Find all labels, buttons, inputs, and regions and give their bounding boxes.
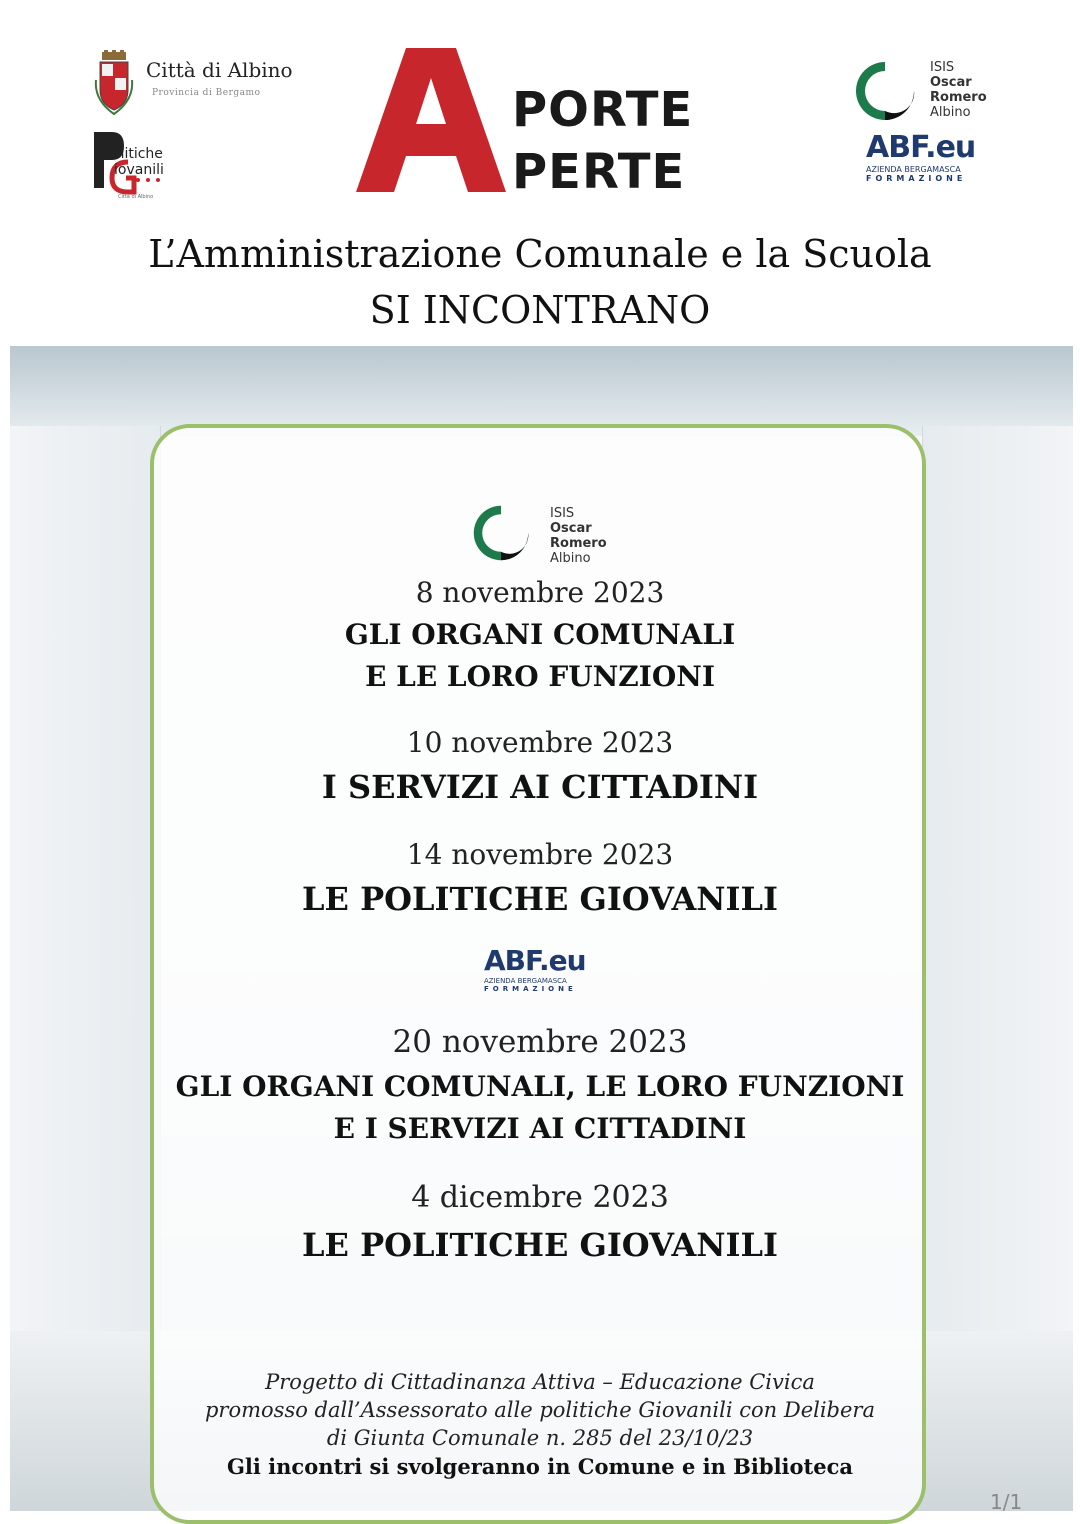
school-line-isis: ISIS [930, 60, 955, 75]
school-swirl-logo-mid-icon [470, 502, 532, 564]
school-mid-line-romero: Romero [550, 536, 607, 551]
city-crest-icon [92, 50, 136, 116]
session-4-topic-line1: GLI ORGANI COMUNALI, LE LORO FUNZIONI [175, 1070, 905, 1103]
headline-line1: L’Amministrazione Comunale e la Scuola [148, 232, 932, 276]
school-mid-line-isis: ISIS [550, 506, 575, 521]
session-3-topic: LE POLITICHE GIOVANILI [302, 880, 778, 918]
school-line-albino: Albino [930, 105, 971, 120]
school-line-romero: Romero [930, 90, 987, 105]
page-indicator: 1/1 [990, 1490, 1023, 1514]
giovanili-label: iovanili [114, 162, 164, 178]
ceiling-shade [10, 346, 1073, 436]
session-1-topic-line1: GLI ORGANI COMUNALI [344, 618, 736, 651]
headline-line2: SI INCONTRANO [369, 288, 711, 332]
session-5-date: 4 dicembre 2023 [411, 1180, 669, 1215]
abf-line1-top: AZIENDA BERGAMASCA [866, 165, 961, 174]
politiche-subtitle: Città di Albino [118, 194, 154, 200]
politiche-label: olitiche [112, 146, 163, 162]
school-mid-line-albino: Albino [550, 551, 591, 566]
school-line-oscar: Oscar [930, 75, 972, 90]
session-5-topic: LE POLITICHE GIOVANILI [302, 1226, 778, 1264]
session-2-topic: I SERVIZI AI CITTADINI [321, 768, 759, 806]
footer-line2: promosso dall’Assessorato alle politiche Giovanili con Delibera [204, 1398, 875, 1422]
session-4-date: 20 novembre 2023 [392, 1024, 688, 1060]
footer-line3: di Giunta Comunale n. 285 del 23/10/23 [326, 1426, 754, 1450]
event-title-porte: PORTE [512, 82, 694, 138]
abf-brand-top: ABF.eu [866, 130, 976, 165]
session-4-topic-line2: E I SERVIZI AI CITTADINI [333, 1112, 747, 1145]
city-subtitle: Provincia di Bergamo [152, 88, 261, 98]
session-3-date: 14 novembre 2023 [406, 838, 674, 871]
abf-line2-mid: FORMAZIONE [484, 985, 577, 993]
event-title-perte: PERTE [512, 144, 686, 200]
footer-line1: Progetto di Cittadinanza Attiva – Educazione Civica [265, 1370, 815, 1394]
city-name: Città di Albino [146, 58, 293, 82]
abf-line2-top: FORMAZIONE [866, 174, 967, 183]
school-mid-line-oscar: Oscar [550, 521, 592, 536]
abf-logo-mid [484, 944, 586, 993]
school-name-top [930, 60, 987, 120]
school-name-mid [550, 506, 607, 566]
session-1-date: 8 novembre 2023 [415, 576, 665, 609]
school-swirl-logo-icon [852, 58, 918, 124]
session-1-topic-line2: E LE LORO FUNZIONI [365, 660, 715, 693]
abf-line1-mid: AZIENDA BERGAMASCA [484, 977, 567, 985]
session-2-date: 10 novembre 2023 [406, 726, 674, 759]
a-letter-logo-icon [356, 48, 506, 192]
abf-logo-top [866, 130, 975, 183]
abf-brand-mid: ABF.eu [484, 944, 586, 977]
footer-line4: Gli incontri si svolgeranno in Comune e in Biblioteca [226, 1454, 853, 1479]
